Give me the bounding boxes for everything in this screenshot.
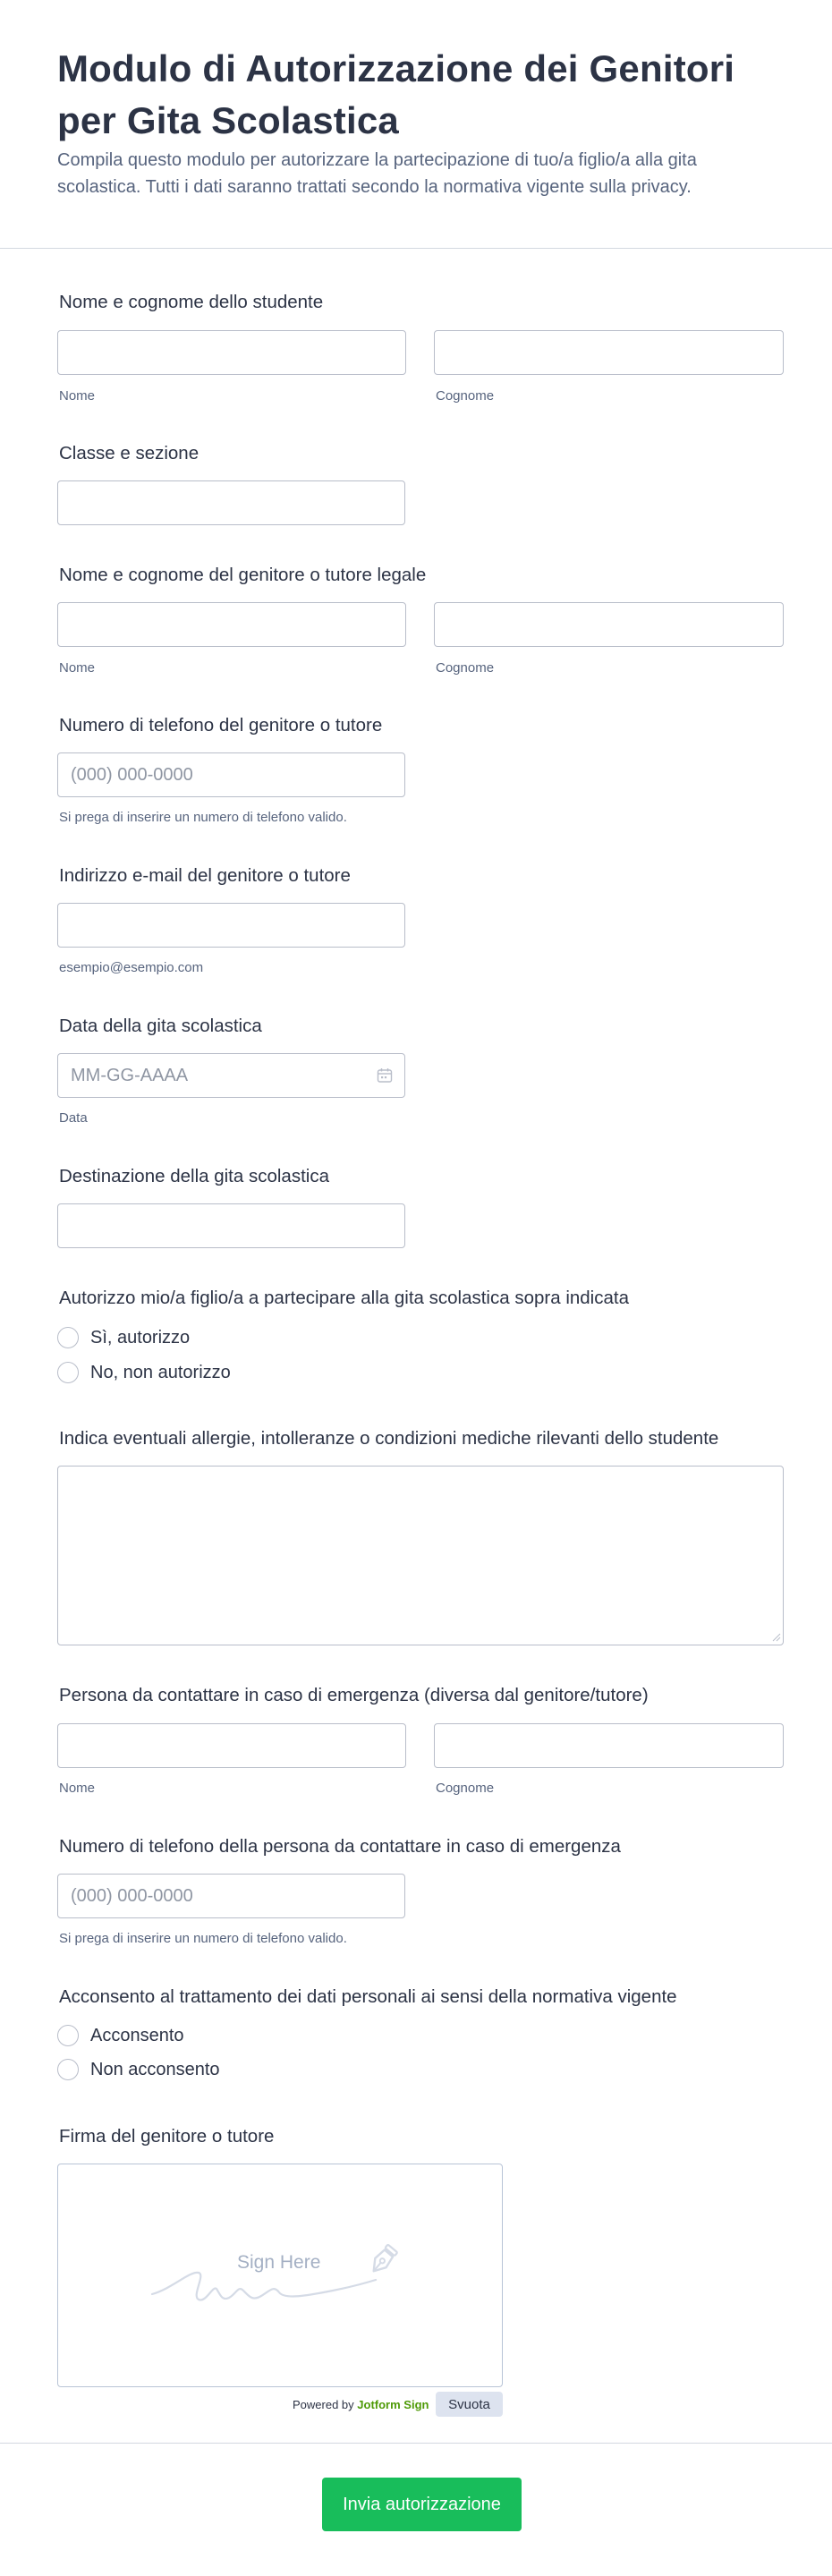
parent-name-label: Nome e cognome del genitore o tutore legale (59, 565, 427, 585)
medical-label: Indica eventuali allergie, intolleranze o condizioni mediche rilevanti dello studente (59, 1428, 719, 1449)
student-first-name-sublabel: Nome (59, 388, 96, 404)
emergency-phone-sublabel: Si prega di inserire un numero di telefono valido. (59, 1931, 347, 1946)
clear-signature-button[interactable]: Svuota (436, 2392, 503, 2417)
student-first-name-input[interactable] (57, 330, 406, 375)
form-header (0, 0, 832, 249)
submit-button[interactable]: Invia autorizzazione (322, 2478, 522, 2531)
consent-label: Acconsento al trattamento dei dati personali ai sensi della normativa vigente (59, 1986, 677, 2007)
trip-destination-input[interactable] (57, 1203, 405, 1248)
powered-by-prefix: Powered by (293, 2398, 354, 2411)
pen-nib-icon (369, 2244, 398, 2276)
parent-first-name-input[interactable] (57, 602, 406, 647)
trip-date-field (57, 1053, 405, 1098)
jotform-sign-brand[interactable]: Jotform Sign (357, 2398, 429, 2411)
resize-handle-icon[interactable] (771, 1632, 781, 1642)
emergency-phone-label: Numero di telefono della persona da contattare in caso di emergenza (59, 1836, 621, 1857)
parent-email-label: Indirizzo e-mail del genitore o tutore (59, 865, 351, 886)
emergency-last-name-sublabel: Cognome (436, 1781, 495, 1796)
trip-date-sublabel: Data (59, 1110, 88, 1126)
signature-label: Firma del genitore o tutore (59, 2126, 275, 2147)
emergency-first-name-sublabel: Nome (59, 1781, 96, 1796)
page-description: Compila questo modulo per autorizzare la partecipazione di tuo/a figlio/a alla gita scolastica. Tutti i dati saranno trattati secondo la normativa vigente sulla privacy. (57, 150, 697, 197)
radio-option-label: Sì, autorizzo (90, 1327, 191, 1348)
radio-button[interactable] (57, 1327, 79, 1348)
parent-phone-label: Numero di telefono del genitore o tutore (59, 715, 383, 735)
page-title: Modulo di Autorizzazione dei Genitori per Gita Scolastica (57, 47, 735, 141)
parent-last-name-sublabel: Cognome (436, 660, 495, 676)
emergency-phone-input[interactable] (57, 1874, 405, 1918)
class-section-input[interactable] (57, 480, 405, 525)
authorization-option-yes[interactable] (57, 1324, 190, 1351)
consent-option-no[interactable] (57, 2056, 220, 2083)
medical-textarea[interactable] (57, 1466, 784, 1645)
trip-date-input[interactable] (57, 1053, 405, 1098)
radio-button[interactable] (57, 1362, 79, 1383)
class-section-label: Classe e sezione (59, 443, 200, 463)
emergency-first-name-input[interactable] (57, 1723, 406, 1768)
powered-by-text (293, 2398, 429, 2411)
student-name-label: Nome e cognome dello studente (59, 292, 324, 312)
radio-option-label: No, non autorizzo (90, 1362, 231, 1382)
emergency-last-name-input[interactable] (434, 1723, 784, 1768)
radio-button[interactable] (57, 2059, 79, 2080)
trip-destination-label: Destinazione della gita scolastica (59, 1166, 329, 1186)
student-last-name-input[interactable] (434, 330, 784, 375)
parent-first-name-sublabel: Nome (59, 660, 96, 676)
parent-last-name-input[interactable] (434, 602, 784, 647)
student-last-name-sublabel: Cognome (436, 388, 495, 404)
emergency-contact-label: Persona da contattare in caso di emergenza (diversa dal genitore/tutore) (59, 1685, 649, 1705)
radio-button[interactable] (57, 2025, 79, 2046)
parent-email-input[interactable] (57, 903, 405, 948)
signature-placeholder-text: Sign Here (237, 2252, 321, 2273)
consent-option-yes[interactable] (57, 2022, 184, 2049)
authorization-label: Autorizzo mio/a figlio/a a partecipare alla gita scolastica sopra indicata (59, 1288, 629, 1308)
authorization-option-no[interactable] (57, 1359, 231, 1386)
trip-date-label: Data della gita scolastica (59, 1016, 262, 1036)
calendar-icon[interactable] (377, 1067, 393, 1084)
radio-option-label: Acconsento (90, 2025, 184, 2045)
radio-option-label: Non acconsento (90, 2059, 220, 2079)
parent-email-sublabel: esempio@esempio.com (59, 960, 204, 975)
parent-phone-sublabel: Si prega di inserire un numero di telefono valido. (59, 810, 347, 825)
parent-phone-input[interactable] (57, 752, 405, 797)
